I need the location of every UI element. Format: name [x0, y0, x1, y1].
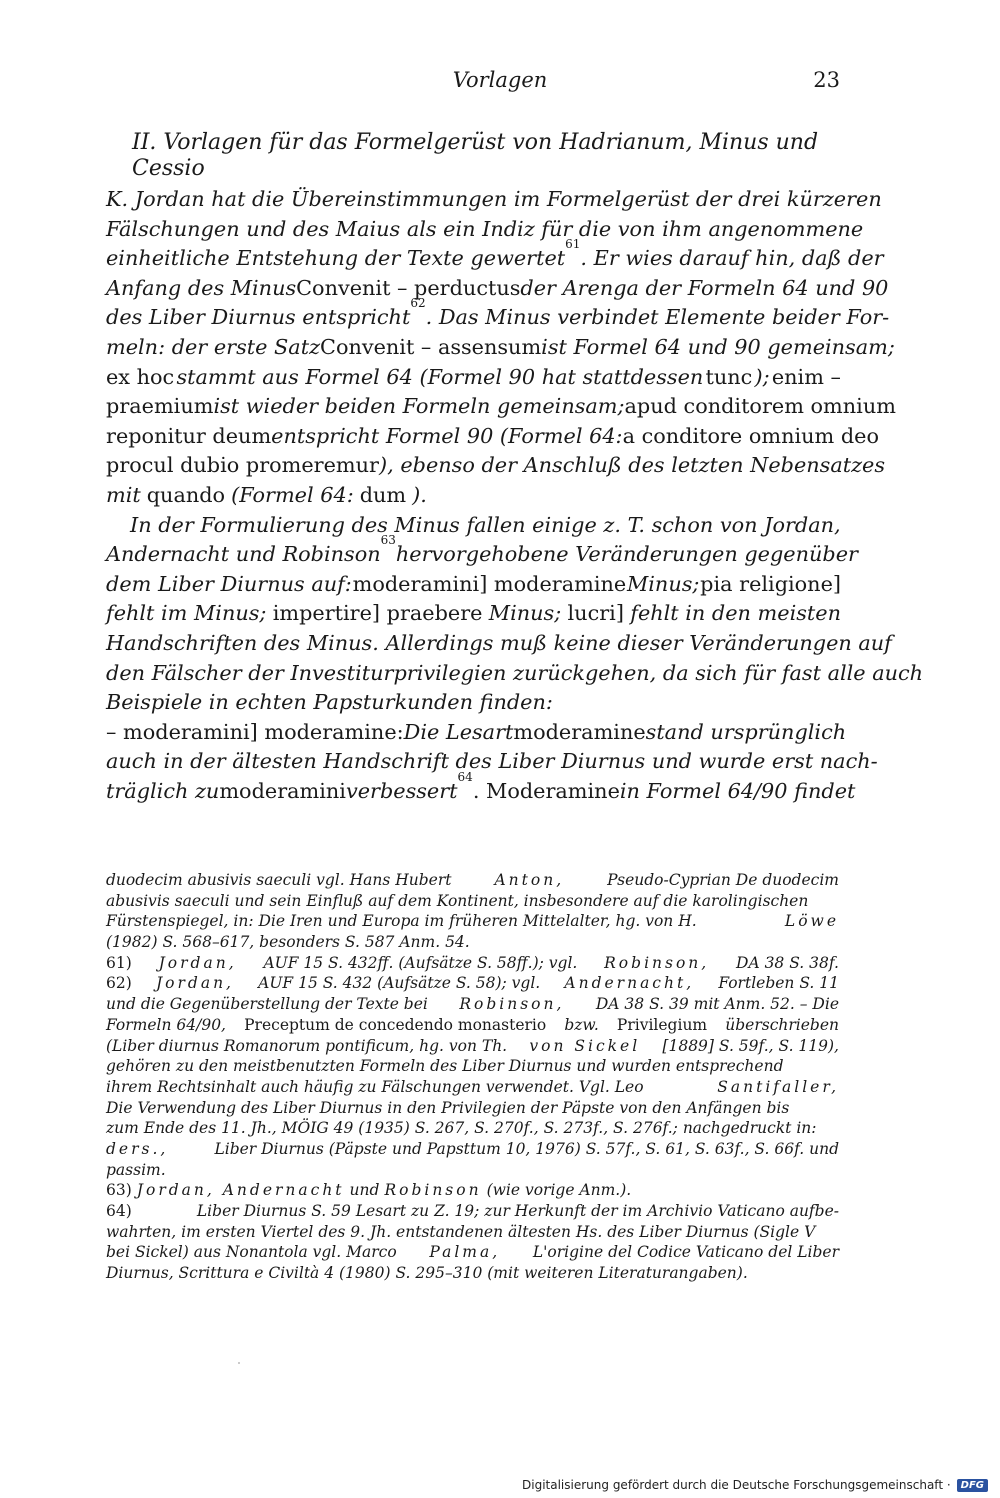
text-run: Fälschungen und des Maius als ein Indiz für die von ihm angenommene [106, 216, 864, 241]
text-run: Formeln 64/90, [106, 1015, 226, 1034]
text-run: ders., [106, 1139, 169, 1158]
footnote-line [106, 1263, 839, 1284]
text-run: Palma, [429, 1243, 501, 1262]
text-run: der Arenga der Formeln 64 und 90 [520, 275, 889, 300]
text-run: ihrem Rechtsinhalt auch häufig zu Fälschungen verwendet. Vgl. Leo [106, 1077, 644, 1096]
text-run: – moderamini] moderamine: [106, 719, 404, 744]
running-head [0, 68, 1000, 98]
text-run: Pseudo-Cyprian De duodecim [607, 871, 839, 889]
text-run: Handschriften des Minus. Allerdings muß keine dieser Veränderungen auf [106, 630, 892, 655]
text-run: auch in der ältesten Handschrift des Liber Diurnus und wurde erst nach- [106, 749, 878, 774]
footnote-ref: 63 [380, 533, 396, 548]
text-run: Liber Diurnus (Päpste und Papsttum 10, 1976) S. 57f., S. 61, S. 63f., S. 66f. und [214, 1139, 839, 1158]
text-run: Andernacht, [564, 974, 695, 993]
text-run: ); [754, 364, 770, 389]
text-run: Robinson, [459, 995, 565, 1014]
footnote-line [106, 1015, 839, 1036]
text-run: In der Formulierung des Minus fallen einige z. T. schon von Jordan, [130, 512, 841, 537]
text-run: AUF 15 S. 432ff. (Aufsätze S. 58ff.); vgl. [263, 953, 578, 972]
text-run: AUF 15 S. 432 (Aufsätze S. 58); vgl. [258, 974, 541, 993]
text-run: moderamini [219, 778, 346, 803]
text-run: Die Verwendung des Liber Diurnus in den Privilegien der Päpste von den Anfängen bis [106, 1098, 790, 1117]
text-run: reponitur deum [106, 423, 272, 448]
text-run: praemium [106, 394, 214, 419]
text-run: in Formel 64/90 findet [619, 778, 856, 803]
text-run: Die Lesart [403, 719, 514, 744]
text-run: Löwe [784, 912, 839, 931]
text-run: träglich zu [106, 778, 220, 803]
body-line [106, 688, 841, 718]
footnote-line [106, 1098, 839, 1119]
text-run: Jordan, Andernacht [136, 1181, 345, 1200]
body-line [106, 296, 890, 333]
body-line [106, 237, 884, 274]
dfg-logo: DFG [957, 1479, 988, 1492]
body-line [106, 570, 841, 600]
text-run: tunc [705, 364, 753, 389]
text-run: Beispiele in echten Papsturkunden finden: [106, 690, 553, 715]
footnote-ref: 64 [457, 769, 473, 784]
section-heading: II. Vorlagen für das Formelgerüst von Hadrianum, Minus und Cessio [132, 130, 819, 181]
body-line [106, 392, 896, 422]
text-run: bzw. [564, 1015, 599, 1034]
text-run: duodecim abusivis saeculi vgl. Hans Hubert [106, 871, 452, 889]
text-run: 64) [106, 1202, 132, 1220]
text-run: Fürstenspiegel, in: Die Iren und Europa im früheren Mittelalter, hg. von H. [106, 912, 697, 931]
text-run: enim – [771, 364, 841, 389]
footnote-line [106, 911, 839, 932]
text-run: moderamine [513, 719, 646, 744]
text-run: Anfang des Minus [106, 275, 297, 300]
footnote-ref: 62 [410, 296, 426, 311]
text-run: einheitliche Entstehung der Texte gewertet [106, 246, 566, 271]
text-run: bei Sickel) aus Nonantola vgl. Marco [106, 1243, 397, 1262]
text-run: abusivis saeculi und sein Einfluß auf dem Kontinent, insbesondere auf die karolingischen [106, 891, 809, 910]
footnote-line [106, 1036, 839, 1057]
text-run: zum Ende des 11. Jh., MÖIG 49 (1935) S. 267, S. 270f., S. 273f., S. 276f.; nachgedruckt in: [106, 1119, 817, 1138]
text-run: Andernacht und Robinson [106, 542, 381, 567]
footnote-line [106, 891, 839, 912]
text-run: moderamini] moderamine [352, 571, 627, 596]
text-run: dem Liber Diurnus auf: [106, 571, 352, 596]
text-run: DA 38 S. 39 mit Anm. 52. – Die [595, 995, 839, 1014]
text-run: Anton, [494, 871, 565, 889]
text-run: des Liber Diurnus entspricht [106, 305, 411, 330]
footnote-line [106, 1201, 839, 1222]
text-run: apud conditorem omnium [624, 394, 896, 419]
footnote-line [106, 1077, 839, 1098]
text-run: stand ursprünglich [645, 719, 847, 744]
text-run: Preceptum de concedendo monasterio [244, 1015, 547, 1034]
text-run: überschrieben [725, 1015, 839, 1034]
text-run: . Das Minus verbindet Elemente beider For- [425, 305, 890, 330]
footnote-line [106, 870, 839, 891]
text-run: (Formel 64: [231, 482, 354, 507]
footnote-line [106, 994, 839, 1015]
text-run: K. Jordan hat die Übereinstimmungen im Formelgerüst der drei kürzeren [106, 187, 882, 211]
body-line [106, 718, 847, 748]
body-line [106, 451, 886, 481]
text-run: . Moderamine [472, 778, 620, 803]
text-run: passim. [106, 1160, 166, 1179]
body-line [106, 333, 895, 363]
dfg-credit-text: Digitalisierung gefördert durch die Deutsche Forschungsgemeinschaft · [522, 1478, 951, 1492]
page-number: 23 [813, 68, 840, 92]
footnote-line [106, 1222, 839, 1243]
text-run: 62) [106, 974, 132, 993]
body-line [106, 747, 878, 777]
footnotes [106, 870, 839, 1284]
text-run: Robinson [384, 1181, 482, 1200]
text-run: Minus; [626, 571, 700, 596]
footnote-line [106, 1139, 839, 1160]
text-run: mit [106, 482, 141, 507]
text-run: und die Gegenüberstellung der Texte bei [106, 995, 428, 1014]
text-run: ). [412, 482, 427, 507]
running-title: Vorlagen [452, 68, 548, 92]
text-run: (1982) S. 568–617, besonders S. 587 Anm. 54. [106, 933, 470, 952]
text-run: fehlt in den meisten [630, 601, 841, 626]
footnote-line [106, 932, 839, 953]
footnote-line [106, 1160, 839, 1181]
text-run: L'origine del Codice Vaticano del Liber [532, 1243, 839, 1262]
footnote-ref: 61 [565, 237, 581, 252]
text-run: a conditore omnium deo [622, 423, 880, 448]
text-run: Diurnus, Scrittura e Civiltà 4 (1980) S. 295–310 (mit weiteren Literaturangaben). [106, 1264, 748, 1283]
text-run: Convenit – perductus [296, 275, 521, 300]
footnote-line [106, 1242, 839, 1263]
body-line [106, 599, 841, 629]
text-run: und [349, 1181, 380, 1200]
text-run: wahrten, im ersten Viertel des 9. Jh. entstandenen ältesten Hs. des Liber Diurnus (Sigle V [106, 1222, 816, 1241]
body-line [106, 481, 841, 511]
text-run: Minus; [488, 601, 562, 626]
text-run: Convenit – assensum [320, 334, 542, 359]
text-run: DA 38 S. 38f. [736, 953, 839, 972]
footnote-line [106, 973, 839, 994]
text-run: [1889] S. 59f., S. 119), [662, 1036, 839, 1055]
text-run: stammt aus Formel 64 (Formel 90 hat stattdessen [176, 364, 704, 389]
text-run: (Liber diurnus Romanorum pontificum, hg. von Th. [106, 1036, 508, 1055]
text-run: (wie vorige Anm.). [486, 1181, 632, 1200]
text-run: Fortleben S. 11 [718, 974, 839, 993]
body-line [106, 274, 889, 304]
text-run: Liber Diurnus S. 59 Lesart zu Z. 19; zur Herkunft der im Archivio Vaticano aufbe- [196, 1202, 839, 1220]
body-line [106, 215, 864, 245]
text-run: procul dubio promeremur [106, 453, 379, 478]
body-line [106, 629, 892, 659]
text-run: fehlt im Minus; [106, 601, 267, 626]
text-run: Robinson, [604, 953, 710, 972]
dfg-footer [522, 1472, 988, 1498]
body-line [106, 422, 880, 452]
text-run: dum [359, 482, 407, 507]
text-run: 61) [106, 953, 132, 972]
body-line [106, 511, 841, 541]
text-run: Jordan, [158, 953, 237, 972]
text-run: lucri] [567, 601, 624, 626]
text-run: Privilegium [616, 1015, 708, 1034]
text-run: hervorgehobene Veränderungen gegenüber [395, 542, 858, 567]
text-run: gehören zu den meistbenutzten Formeln des Liber Diurnus und wurden entsprechend [106, 1057, 784, 1076]
text-run: verbessert [345, 778, 458, 803]
text-run: entspricht Formel 90 (Formel 64: [271, 423, 623, 448]
body-line [106, 533, 858, 570]
text-run: ist wieder beiden Formeln gemeinsam; [213, 394, 625, 419]
text-run: Santifaller, [717, 1077, 839, 1096]
footnote-line [106, 953, 839, 974]
footnote-line [106, 1056, 839, 1077]
text-run: ), ebenso der Anschluß des letzten Nebensatzes [379, 453, 886, 478]
footnote-line [106, 1118, 839, 1139]
footnote-line [106, 1180, 839, 1201]
body-text [106, 185, 924, 806]
body-line [106, 363, 841, 393]
text-run: den Fälscher der Investiturprivilegien zurückgehen, da sich für fast alle auch [106, 660, 924, 685]
body-line [106, 185, 882, 215]
text-run: pia religione] [700, 571, 841, 596]
text-run: ex hoc [106, 364, 175, 389]
body-line [106, 769, 856, 807]
text-run: impertire] praebere [272, 601, 483, 626]
text-run: quando [146, 482, 226, 507]
text-run: meln: der erste Satz [106, 334, 321, 359]
body-line [106, 659, 924, 689]
text-run: . Er wies darauf hin, daß der [580, 246, 884, 271]
text-run: ist Formel 64 und 90 gemeinsam; [541, 334, 895, 359]
text-run: von Sickel [529, 1036, 641, 1055]
text-run: 63) [106, 1181, 132, 1200]
text-run: Jordan, [155, 974, 234, 993]
scan-speck [238, 1362, 240, 1364]
